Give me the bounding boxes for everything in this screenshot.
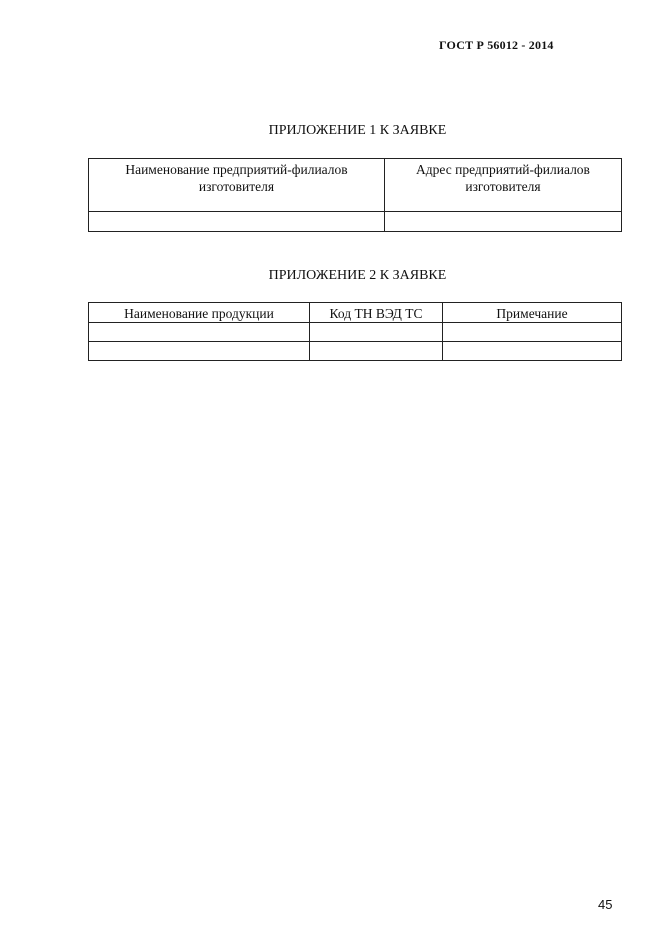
table-row [89,342,622,361]
column-header-tn-ved-code: Код ТН ВЭД ТС [310,303,443,323]
column-header-product-name: Наименование продукции [89,303,310,323]
table-row [89,212,622,232]
table-header-row [89,159,622,212]
table-cell [89,342,310,361]
page-number: 45 [598,897,613,912]
column-header-branch-name: Наименование предприятий-филиалов изготовителя [89,159,385,212]
column-header-note: Примечание [443,303,622,323]
appendix-1-table [88,158,622,232]
table-cell [385,212,622,232]
table-cell [89,212,385,232]
table-cell [443,323,622,342]
appendix-2-table [88,302,622,361]
column-header-branch-address: Адрес предприятий-филиалов изготовителя [385,159,622,212]
table-cell [310,323,443,342]
document-standard-header: ГОСТ Р 56012 - 2014 [439,38,554,52]
appendix-1-title: ПРИЛОЖЕНИЕ 1 К ЗАЯВКЕ [268,123,447,138]
table-cell [310,342,443,361]
appendix-2-title: ПРИЛОЖЕНИЕ 2 К ЗАЯВКЕ [268,268,447,283]
table-cell [443,342,622,361]
table-cell [89,323,310,342]
table-row [89,323,622,342]
table-header-row [89,303,622,323]
